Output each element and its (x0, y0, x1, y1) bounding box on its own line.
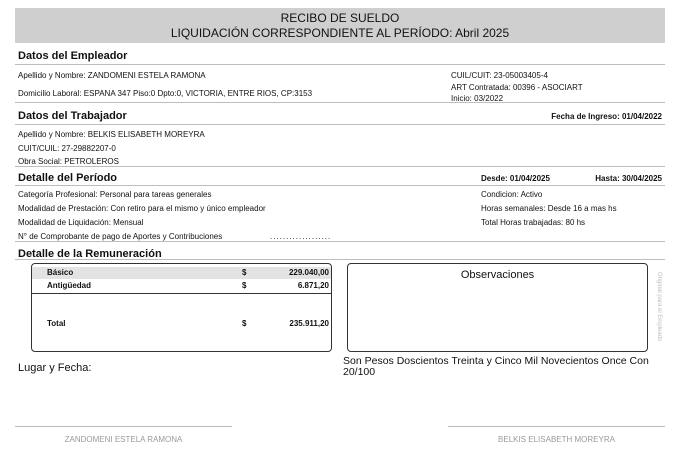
remuneration-section-title: Detalle de la Remuneración (18, 248, 162, 260)
table-divider (32, 293, 331, 294)
employer-signature-name: ZANDOMENI ESTELA RAMONA (64, 435, 183, 444)
currency-symbol: $ (242, 319, 247, 328)
employer-art-start: Inicio: 03/2022 (451, 94, 504, 103)
employer-name: Apellido y Nombre: ZANDOMENI ESTELA RAMONA (18, 71, 206, 80)
concept-label: Antigüedad (47, 281, 91, 290)
worker-signature-line (448, 426, 665, 427)
period-service-mode: Modalidad de Prestación: Con retiro para el mismo y único empleador (18, 204, 266, 213)
employer-section-title: Datos del Empleador (18, 50, 128, 62)
period-title-divider (15, 170, 665, 186)
worker-section-divider (15, 150, 665, 167)
worker-section-title: Datos del Trabajador (18, 110, 127, 122)
period-total-hours: Total Horas trabajadas: 80 hs (481, 218, 586, 227)
total-label: Total (47, 319, 66, 328)
table-row (32, 267, 331, 279)
copy-note-vertical: Original para el Empleado (656, 272, 662, 342)
place-date-label: Lugar y Fecha: (18, 362, 92, 374)
amount-in-words: Son Pesos Doscientos Treinta y Cinco Mil Novecientos Once Con 20/100 (343, 355, 649, 378)
worker-title-divider (15, 108, 665, 125)
amount-value: 229.040,00 (288, 268, 329, 277)
observations-box (347, 263, 648, 352)
period-from: Desde: 01/04/2025 (481, 174, 550, 183)
period-condition: Condicion: Activo (481, 190, 543, 199)
receipt-header (15, 8, 665, 43)
period-voucher-dots: ................... (270, 232, 332, 241)
concept-label: Básico (47, 268, 74, 277)
employer-address: Domicilio Laboral: ESPANA 347 Piso:0 Dpto:0, VICTORIA, ENTRE RIOS, CP:3153 (18, 89, 313, 98)
worker-name: Apellido y Nombre: BELKIS ELISABETH MOREYRA (18, 130, 205, 139)
remuneration-table (31, 263, 332, 352)
currency-symbol: $ (242, 281, 247, 290)
remuneration-title-divider (15, 246, 665, 260)
period-category: Categoría Profesional: Personal para tareas generales (18, 190, 212, 199)
period-settlement-mode: Modalidad de Liquidación: Mensual (18, 218, 144, 227)
worker-signature-name: BELKIS ELISABETH MOREYRA (498, 435, 615, 444)
employer-art: ART Contratada: 00396 - ASOCIART (451, 83, 583, 92)
employer-signature-line (15, 426, 232, 427)
worker-health-insurance: Obra Social: PETROLEROS (18, 157, 119, 166)
observations-title: Observaciones (460, 269, 535, 281)
period-section-divider (15, 230, 665, 242)
currency-symbol: $ (242, 268, 247, 277)
receipt-period-title: LIQUIDACIÓN CORRESPONDIENTE AL PERÍODO: Abril 2025 (170, 26, 510, 40)
table-row (32, 280, 331, 292)
worker-cuit: CUIT/CUIL: 27-29882207-0 (18, 144, 116, 153)
employer-title-divider (15, 47, 665, 65)
period-voucher-label: N° de Comprobante de pago de Aportes y Contribuciones (18, 232, 223, 241)
employer-cuit: CUIL/CUIT: 23-05003405-4 (451, 71, 548, 80)
amount-value: 6.871,20 (297, 281, 329, 290)
table-total-row (32, 318, 331, 330)
total-value: 235.911,20 (289, 319, 329, 328)
period-weekly-hours: Horas semanales: Desde 16 a mas hs (481, 204, 617, 213)
receipt-title: RECIBO DE SUELDO (280, 11, 400, 25)
worker-hire-date: Fecha de Ingreso: 01/04/2022 (551, 112, 662, 121)
period-section-title: Detalle del Período (18, 172, 118, 184)
employer-section-divider (15, 92, 665, 103)
period-to: Hasta: 30/04/2025 (595, 174, 662, 183)
